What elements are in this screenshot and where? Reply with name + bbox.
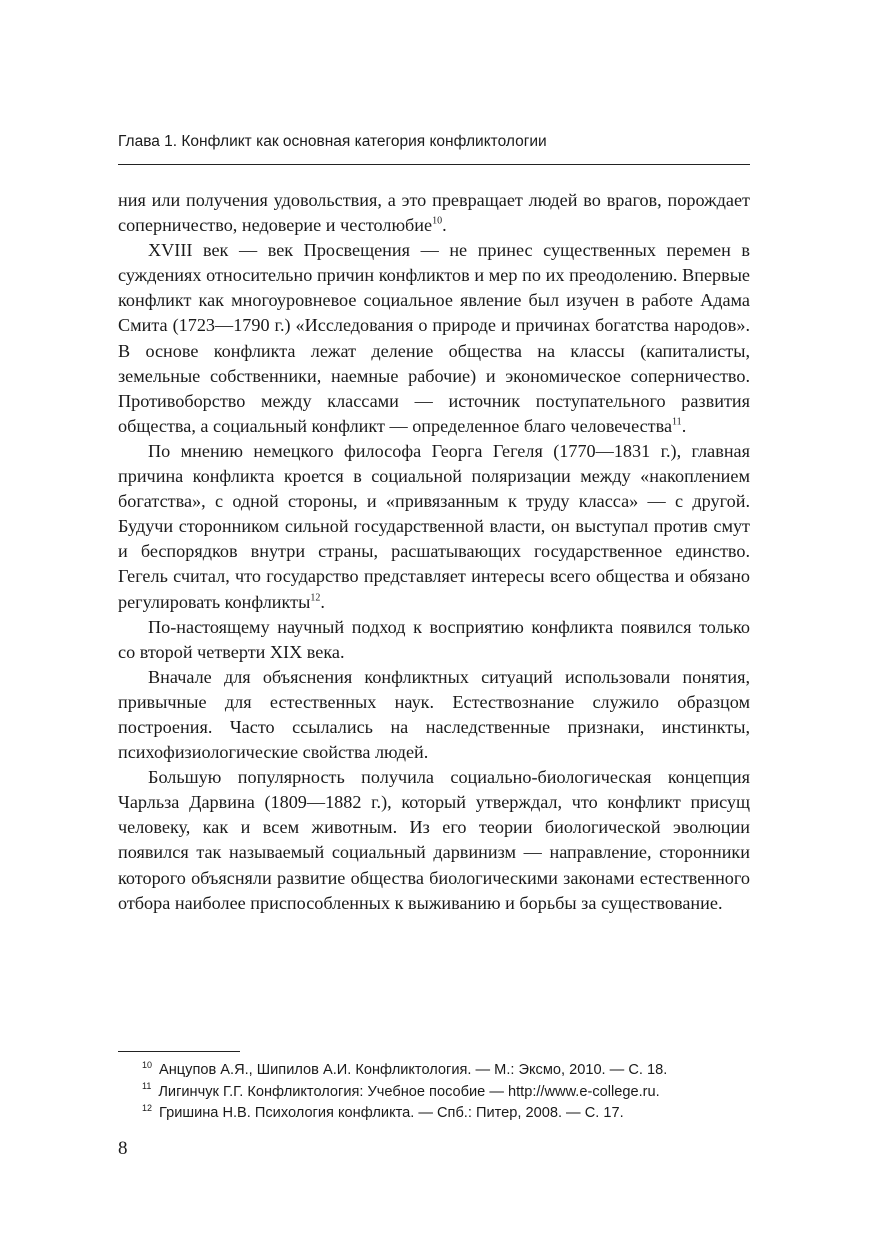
footnote-ref-10[interactable]: 10 bbox=[432, 215, 443, 227]
page-number: 8 bbox=[118, 1138, 128, 1159]
paragraph-3-tail: . bbox=[320, 591, 325, 612]
footnote-12-text: Гришина Н.В. Психология конфликта. — Спб.: Питер, 2008. — С. 17. bbox=[159, 1105, 624, 1121]
paragraph-3-text: По мнению немецкого философа Георга Гегеля (1770—1831 г.), главная причина конфликта кроется в социальной поляризации между «накоплением богатства», с одной стороны, и «привязанным к труду класса» — с другой. Будучи сторонником сильной государственной власти, он выступал против смут и беспорядков внутри страны, расшатывающих государственное единство. Гегель считал, что государство представляет интересы всего общества и обязано регулировать конфликты bbox=[118, 440, 750, 612]
paragraph-2 bbox=[118, 238, 750, 439]
footnote-10 bbox=[118, 1060, 758, 1082]
paragraph-5: Вначале для объяснения конфликтных ситуаций использовали понятия, привычные для естественных наук. Естествознание служило образцом построения. Часто ссылались на наследственные признаки, инстинкты, психофизиологические свойства людей. bbox=[118, 666, 750, 763]
footnote-ref-11[interactable]: 11 bbox=[672, 416, 682, 428]
footnote-11-text: Лигинчук Г.Г. Конфликтология: Учебное пособие — http://www.e-college.ru. bbox=[158, 1083, 660, 1100]
footnote-11-num: 11 bbox=[142, 1081, 152, 1092]
footnote-12 bbox=[118, 1103, 758, 1125]
footnote-11 bbox=[118, 1082, 758, 1104]
paragraph-6: Большую популярность получила социально-биологическая концепция Чарльза Дарвина (1809—1882 г.), который утверждал, что конфликт присущ человеку, как и всем животным. Из его теории биологической эволюции появился так называемый социальный дарвинизм — направление, сторонники которого объясняли развитие общества биологическими законами естественного отбора наиболее приспособленных к выживанию и борьбы за существование. bbox=[118, 767, 750, 913]
paragraph-2-tail: . bbox=[681, 415, 687, 436]
footnote-12-num: 12 bbox=[142, 1102, 153, 1113]
header-rule bbox=[118, 164, 750, 165]
footnote-rule bbox=[118, 1051, 240, 1052]
footnote-10-text: Анцупов А.Я., Шипилов А.И. Конфликтология. — М.: Эксмо, 2010. — С. 18. bbox=[159, 1062, 668, 1078]
footnote-10-num: 10 bbox=[142, 1059, 153, 1070]
paragraph-1-text: ния или получения удовольствия, а это превращает людей во врагов, порождает соперничество, недоверие и честолюбие bbox=[118, 190, 750, 236]
running-head: Глава 1. Конфликт как основная категория конфликтологии bbox=[118, 133, 547, 150]
paragraph-1 bbox=[118, 188, 750, 238]
paragraph-4: По-настоящему научный подход к восприятию конфликта появился только со второй четверти XIX века. bbox=[118, 616, 750, 662]
paragraph-3 bbox=[118, 439, 750, 615]
paragraph-1-tail: . bbox=[442, 215, 447, 236]
body-text bbox=[118, 188, 750, 916]
footnote-ref-12[interactable]: 12 bbox=[310, 592, 321, 603]
footnotes bbox=[118, 1060, 758, 1125]
paragraph-2-text: XVIII век — век Просвещения — не принес существенных перемен в суждениях относительно причин конфликтов и мер по их преодолению. Впервые конфликт как многоуровневое социальное явление был изучен в работе Адама Смита (1723—1790 г.) «Исследования о природе и причинах богатства народов». В основе конфликта лежат деление общества на классы (капиталисты, земельные собственники, наемные рабочие) и экономическое соперничество. Противоборство между классами — источник поступательного развития общества, а социальный конфликт — определенное благо человечества bbox=[118, 240, 750, 436]
